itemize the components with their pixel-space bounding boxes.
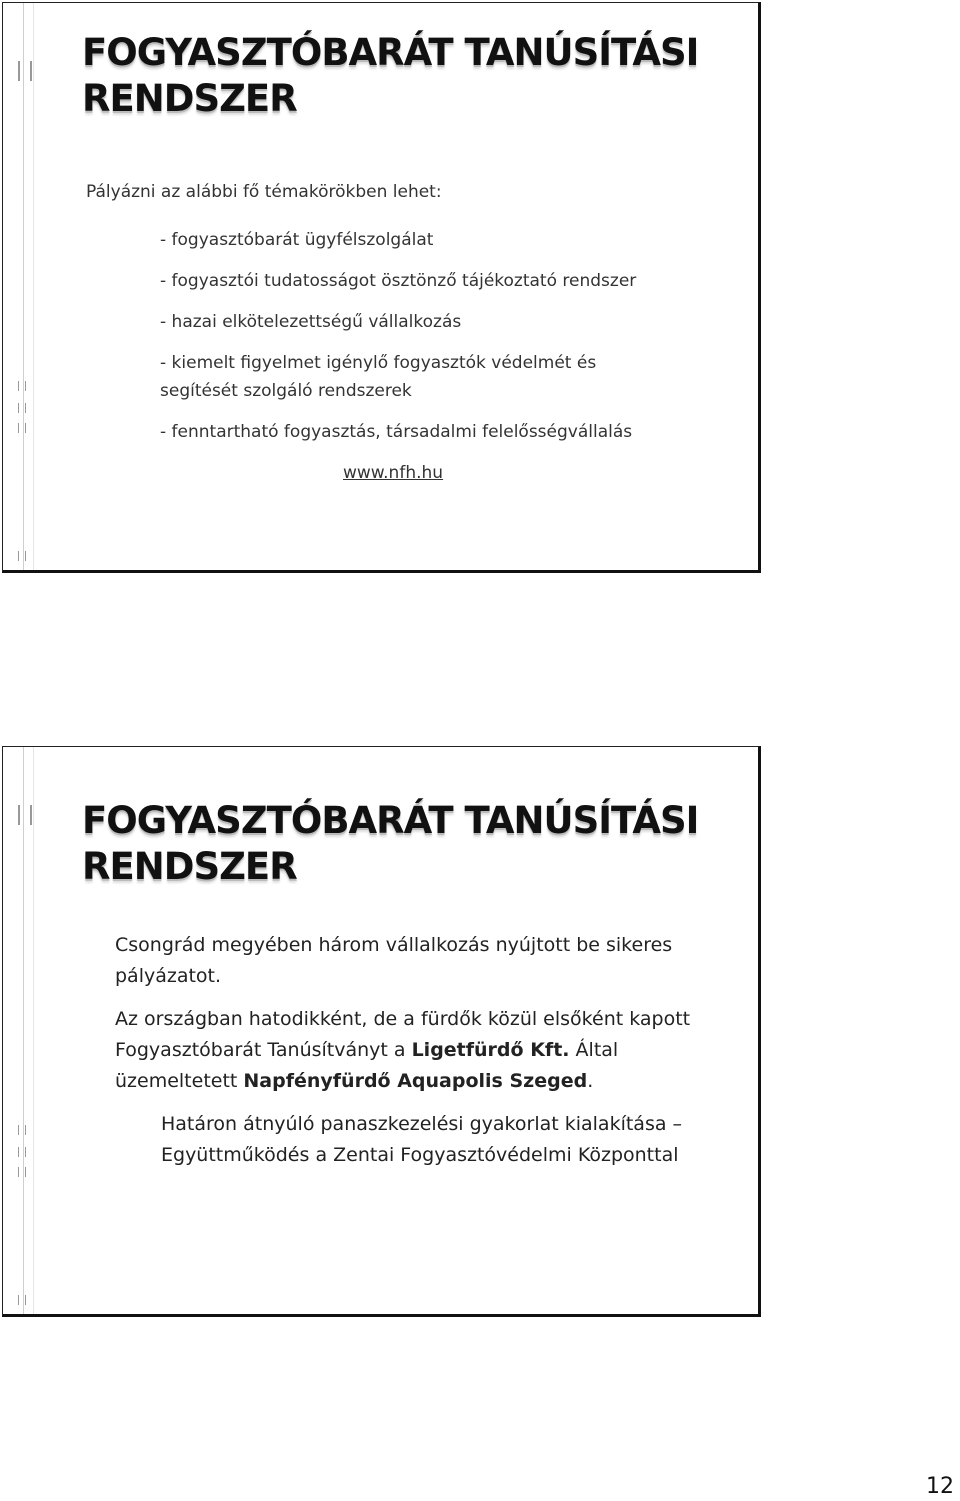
margin-marker [18, 403, 26, 413]
title-line-1: FOGYASZTÓBARÁT TANÚSÍTÁSI [82, 799, 699, 842]
margin-marker [18, 1147, 26, 1157]
paragraph-applications: Csongrád megyében három vállalkozás nyújtott be sikeres pályázatot. [115, 934, 673, 987]
margin-marker [18, 551, 26, 561]
slide-1-title [82, 30, 698, 122]
list-item: - hazai elkötelezettségű vállalkozás [160, 312, 462, 332]
facility-name: Napfényfürdő Aquapolis Szeged [243, 1070, 588, 1092]
list-item: - fogyasztóbarát ügyfélszolgálat [160, 230, 434, 250]
page-number: 12 [926, 1474, 954, 1499]
margin-marker [18, 423, 26, 433]
title-line-2: RENDSZER [82, 845, 297, 888]
nfh-link[interactable]: www.nfh.hu [343, 463, 444, 483]
margin-marker [18, 381, 26, 391]
list-item: - fenntartható fogyasztás, társadalmi felelősségvállalás [160, 422, 633, 442]
topic-list [86, 226, 726, 446]
slide-1-content [86, 176, 726, 487]
margin-marker [18, 1167, 26, 1177]
list-item: - fogyasztói tudatosságot ösztönző tájékoztató rendszer [160, 271, 637, 291]
margin-marker [18, 1295, 26, 1305]
paragraph-cooperation: Határon átnyúló panaszkezelési gyakorlat kialakítása – Együttműködés a Zentai Fogyasztóvédelmi Központtal [161, 1113, 683, 1166]
paragraph-certificate [115, 1004, 715, 1097]
slide-margin-line [23, 3, 34, 570]
text-run: . [587, 1070, 594, 1092]
intro-text: Pályázni az alábbi fő témakörökben lehet: [86, 182, 442, 202]
title-line-2: RENDSZER [82, 77, 297, 120]
company-name: Ligetfürdő Kft. [411, 1039, 570, 1061]
text-run: Által üzemeltetett [115, 1039, 619, 1092]
slide-2-content [115, 930, 715, 1183]
list-item: - kiemelt figyelmet igénylő fogyasztók védelmét és segítését szolgáló rendszerek [160, 353, 597, 401]
margin-marker [18, 1125, 26, 1135]
title-line-1: FOGYASZTÓBARÁT TANÚSÍTÁSI [82, 31, 699, 74]
slide-margin-line [23, 747, 34, 1314]
slide-2-title [82, 798, 698, 890]
text-run: Az országban hatodikként, de a fürdők közül elsőként kapott Fogyasztóbarát Tanúsítványt a [115, 1008, 691, 1061]
margin-marker [18, 805, 32, 825]
margin-marker [18, 61, 32, 81]
